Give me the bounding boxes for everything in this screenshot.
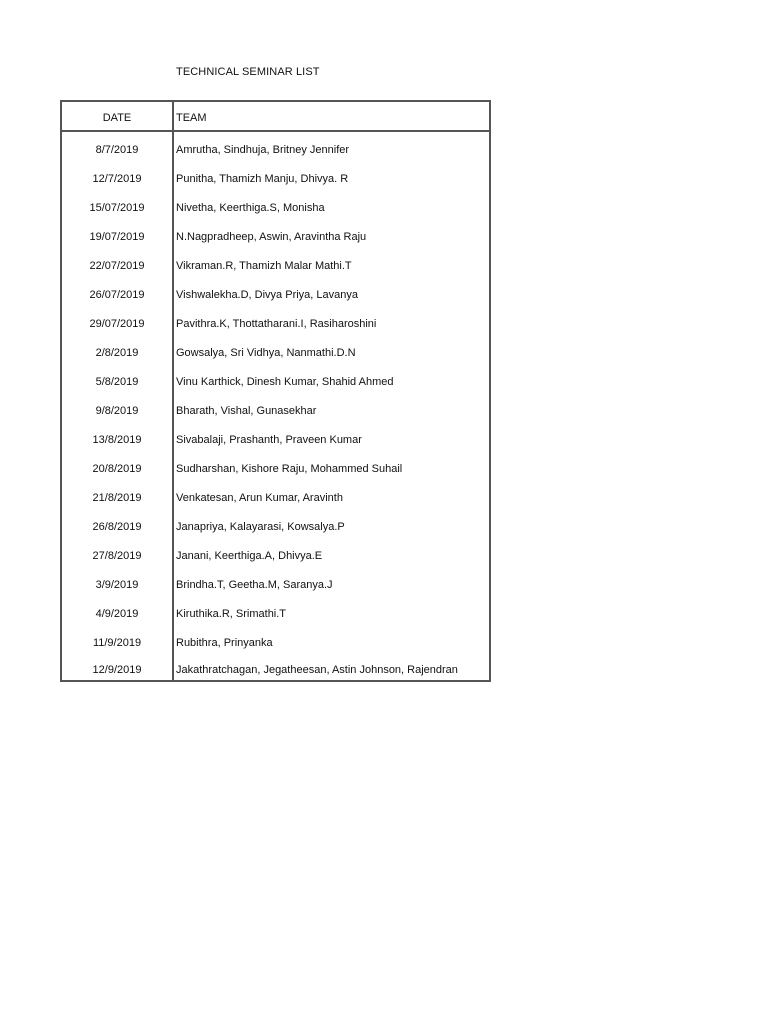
team-cell: Bharath, Vishal, Gunasekhar [176, 404, 317, 417]
date-cell: 3/9/2019 [62, 567, 174, 596]
table-row [62, 422, 489, 451]
team-cell: Vikraman.R, Thamizh Malar Mathi.T [176, 259, 352, 272]
team-cell: Punitha, Thamizh Manju, Dhivya. R [176, 172, 349, 185]
table-header [62, 102, 489, 132]
team-cell: N.Nagpradheep, Aswin, Aravintha Raju [176, 230, 367, 243]
team-cell: Janani, Keerthiga.A, Dhivya.E [176, 549, 323, 562]
table-row [62, 132, 489, 161]
date-cell: 21/8/2019 [62, 480, 174, 509]
date-cell: 12/7/2019 [62, 161, 174, 190]
team-cell: Gowsalya, Sri Vidhya, Nanmathi.D.N [176, 346, 356, 359]
date-cell: 22/07/2019 [62, 248, 174, 277]
team-cell: Janapriya, Kalayarasi, Kowsalya.P [176, 520, 345, 533]
date-cell: 27/8/2019 [62, 538, 174, 567]
date-cell: 26/8/2019 [62, 509, 174, 538]
team-cell: Sivabalaji, Prashanth, Praveen Kumar [176, 433, 362, 446]
table-row [62, 654, 489, 680]
date-cell: 26/07/2019 [62, 277, 174, 306]
date-cell: 12/9/2019 [62, 654, 174, 680]
table-row [62, 480, 489, 509]
table-row [62, 451, 489, 480]
date-cell: 4/9/2019 [62, 596, 174, 625]
team-column-header: TEAM [176, 112, 207, 124]
team-cell: Vishwalekha.D, Divya Priya, Lavanya [176, 288, 358, 301]
date-cell: 15/07/2019 [62, 190, 174, 219]
table-row [62, 538, 489, 567]
table-row [62, 625, 489, 654]
team-cell: Sudharshan, Kishore Raju, Mohammed Suhail [176, 462, 403, 475]
table-row [62, 190, 489, 219]
table-row [62, 161, 489, 190]
table-row [62, 335, 489, 364]
table-row [62, 306, 489, 335]
table-row [62, 567, 489, 596]
date-cell: 5/8/2019 [62, 364, 174, 393]
team-cell: Jakathratchagan, Jegatheesan, Astin Johnson, Rajendran [176, 664, 458, 676]
date-column-header: DATE [62, 102, 174, 130]
table-row [62, 219, 489, 248]
seminar-table [60, 100, 491, 682]
table-row [62, 509, 489, 538]
team-cell: Amrutha, Sindhuja, Britney Jennifer [176, 143, 350, 156]
team-cell: Vinu Karthick, Dinesh Kumar, Shahid Ahmed [176, 375, 394, 388]
date-cell: 29/07/2019 [62, 306, 174, 335]
team-cell: Rubithra, Prinyanka [176, 636, 273, 649]
table-row [62, 393, 489, 422]
date-cell: 13/8/2019 [62, 422, 174, 451]
team-cell: Brindha.T, Geetha.M, Saranya.J [176, 578, 333, 591]
date-cell: 19/07/2019 [62, 219, 174, 248]
team-cell: Kiruthika.R, Srimathi.T [176, 607, 287, 620]
team-cell: Pavithra.K, Thottatharani.I, Rasiharoshini [176, 317, 377, 330]
table-row [62, 248, 489, 277]
date-cell: 8/7/2019 [62, 132, 174, 161]
team-cell: Venkatesan, Arun Kumar, Aravinth [176, 491, 343, 504]
date-cell: 2/8/2019 [62, 335, 174, 364]
date-cell: 11/9/2019 [62, 625, 174, 654]
table-row [62, 277, 489, 306]
date-cell: 20/8/2019 [62, 451, 174, 480]
document-title: TECHNICAL SEMINAR LIST [176, 66, 320, 78]
team-cell: Nivetha, Keerthiga.S, Monisha [176, 201, 325, 214]
date-cell: 9/8/2019 [62, 393, 174, 422]
table-row [62, 364, 489, 393]
table-row [62, 596, 489, 625]
